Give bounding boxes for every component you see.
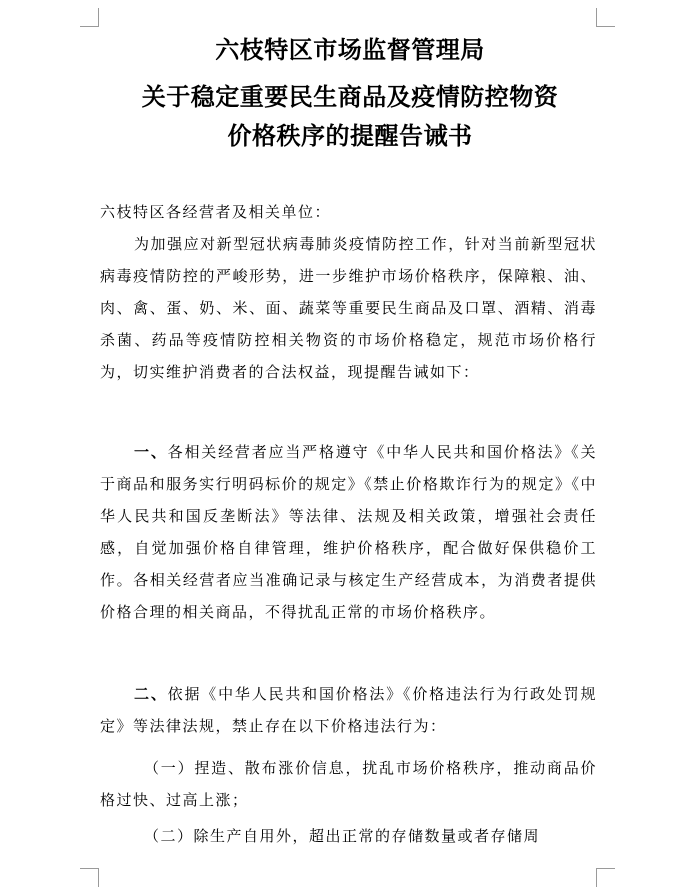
paragraph-item-2 — [100, 678, 597, 742]
sub-item-1 — [100, 752, 597, 816]
title-line-3: 价格秩序的提醒告诫书 — [227, 122, 473, 150]
crop-mark-top-left — [80, 8, 99, 27]
paragraph-intro — [100, 228, 597, 388]
sub-item-2 — [100, 820, 597, 852]
paragraph-item-2-number: 二、 — [134, 685, 168, 703]
crop-mark-top-right — [596, 8, 615, 27]
paragraph-item-2-text: 依据《中华人民共和国价格法》《价格违法行为行政处罚规定》等法律法规，禁止存在以下价格违法行为： — [100, 685, 597, 735]
sub-item-2-text: （二）除生产自用外，超出正常的存储数量或者存储周 — [144, 827, 541, 845]
crop-mark-bottom-right — [596, 868, 615, 887]
title-line-2: 关于稳定重要民生商品及疫情防控物资 — [141, 83, 559, 111]
salutation: 六枝特区各经营者及相关单位： — [100, 203, 332, 221]
title-line-1: 六枝特区市场监督管理局 — [215, 36, 485, 64]
paragraph-item-1 — [100, 436, 597, 628]
paragraph-item-1-text: 各相关经营者应当严格遵守《中华人民共和国价格法》《关于商品和服务实行明码标价的规定》《禁止价格欺诈行为的规定》《中华人民共和国反垄断法》等法律、法规及相关政策，增强社会责任感，自觉加强价格自律管理，维护价格秩序，配合做好保供稳价工作。各相关经营者应当准确记录与核定生产经营成本，为消费者提供价格合理的相关商品，不得扰乱正常的市场价格秩序。 — [100, 443, 597, 621]
paragraph-intro-text: 为加强应对新型冠状病毒肺炎疫情防控工作，针对当前新型冠状病毒疫情防控的严峻形势，进一步维护市场价格秩序，保障粮、油、肉、禽、蛋、奶、米、面、蔬菜等重要民生商品及口罩、酒精、消毒杀菌、药品等疫情防控相关物资的市场价格稳定，规范市场价格行为，切实维护消费者的合法权益，现提醒告诫如下： — [100, 235, 597, 381]
paragraph-item-1-number: 一、 — [134, 443, 168, 461]
crop-mark-bottom-left — [80, 868, 99, 887]
sub-item-1-text: （一）捏造、散布涨价信息，扰乱市场价格秩序，推动商品价格过快、过高上涨； — [100, 759, 597, 809]
